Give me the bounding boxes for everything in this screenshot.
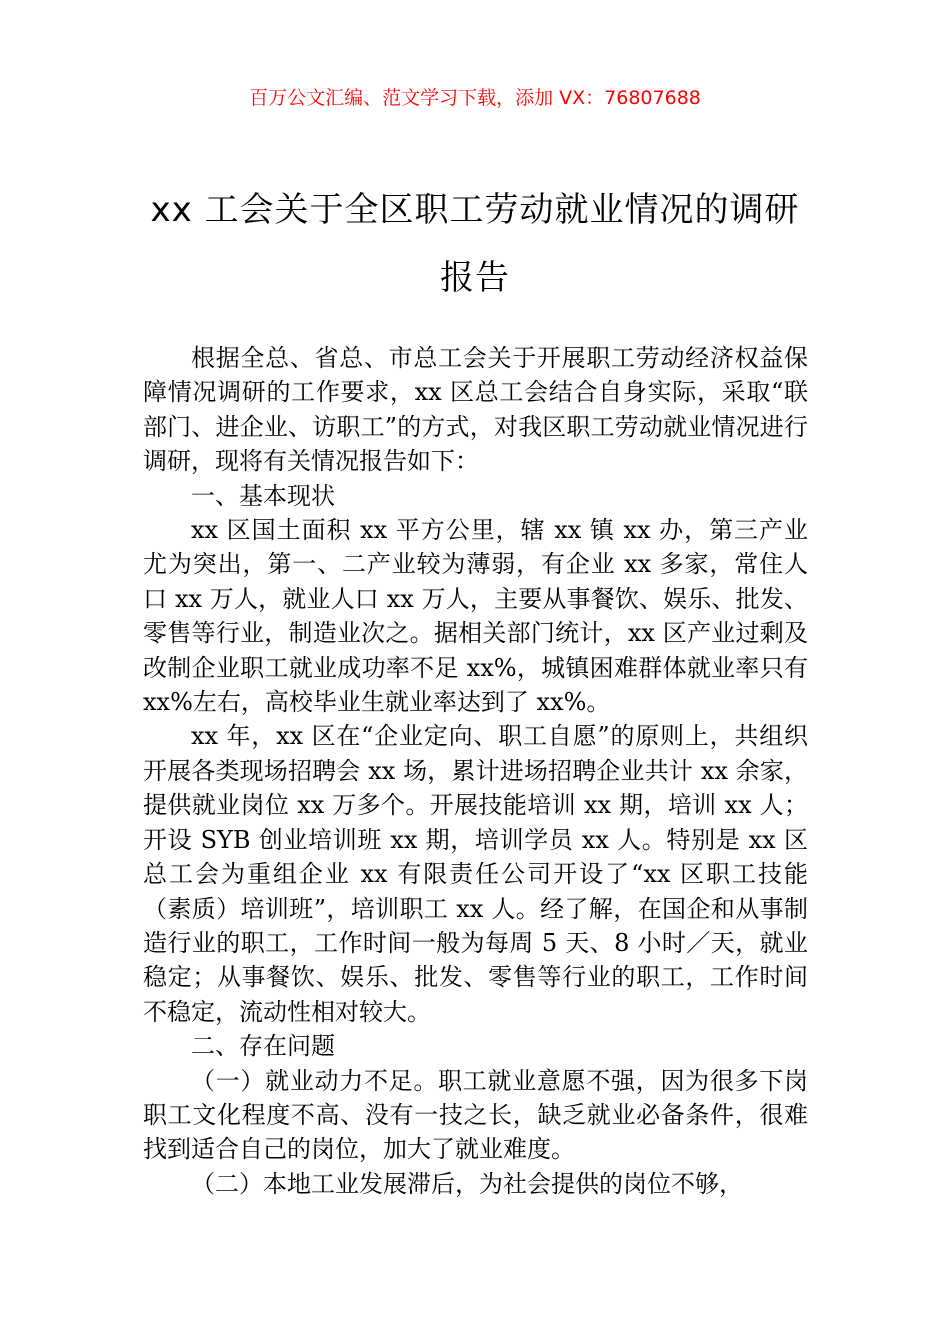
intro-paragraph: 根据全总、省总、市总工会关于开展职工劳动经济权益保障情况调研的工作要求，xx 区总工会结合自身实际，采取“联部门、进企业、访职工”的方式，对我区职工劳动就业情况进行调研，现将有关情况报告如下： [143, 344, 808, 476]
problem-one-paragraph: （一）就业动力不足。职工就业意愿不强，因为很多下岗职工文化程度不高、没有一技之长，缺乏就业必备条件，很难找到适合自己的岗位，加大了就业难度。 [143, 1066, 808, 1164]
watermark-banner: 百万公文汇编、范文学习下载，添加 VX：76807688 [249, 87, 701, 109]
recruitment-paragraph: xx 年，xx 区在“企业定向、职工自愿”的原则上，共组织开展各类现场招聘会 xx 场，累计进场招聘企业共计 xx 余家，提供就业岗位 xx 万多个。开展技能培训 xx 期，培训 xx 人；开设 SYB 创业培训班 xx 期，培训学员 xx 人。特别是 xx 区总工会为重组企业 xx 有限责任公司开设了“xx 区职工技能（素质）培训班”，培训职工 xx 人。经了解，在国企和从事制造行业的职工，工作时间一般为每周 5 天、8 小时／天，就业稳定；从事餐饮、娱乐、批发、零售等行业的职工，工作时间不稳定，流动性相对较大。 [143, 722, 808, 1026]
section-heading-basic-status: 一、基本现状 [191, 481, 335, 510]
basic-status-paragraph: xx 区国土面积 xx 平方公里，辖 xx 镇 xx 办，第三产业尤为突出，第一、二产业较为薄弱，有企业 xx 多家，常住人口 xx 万人，就业人口 xx 万人，主要从事餐饮、娱乐、批发、零售等行业，制造业次之。据相关部门统计，xx 区产业过剩及改制企业职工就业成功率不足 xx%，城镇困难群体就业率只有 xx%左右，高校毕业生就业率达到了 xx%。 [143, 516, 808, 717]
section-heading-problems: 二、存在问题 [191, 1032, 335, 1061]
document-body [143, 341, 808, 1201]
problem-two-paragraph: （二）本地工业发展滞后，为社会提供的岗位不够， [191, 1169, 743, 1198]
document-title: xx 工会关于全区职工劳动就业情况的调研报告 [150, 190, 800, 298]
